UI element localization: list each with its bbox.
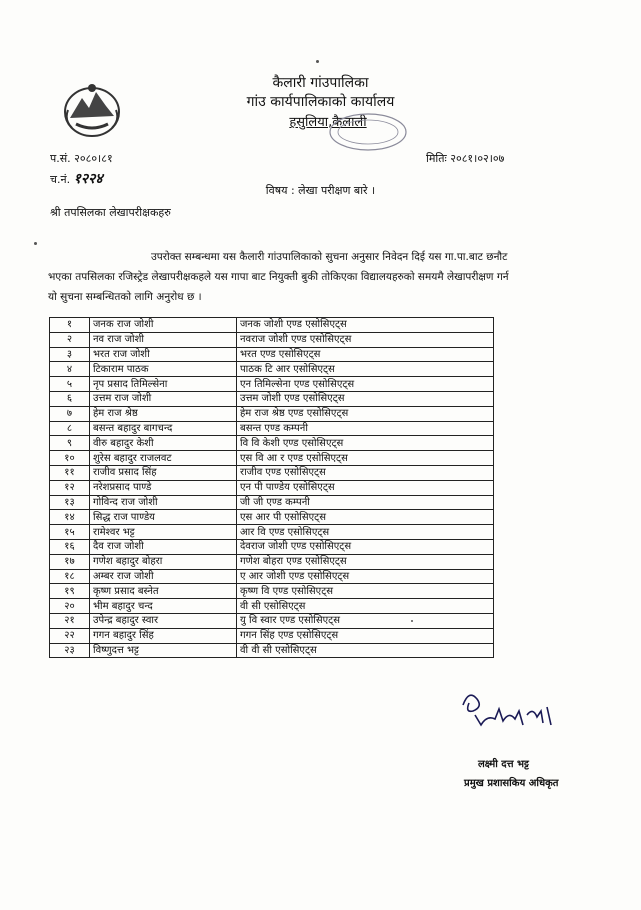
auditor-name-cell: हेम राज श्रेष्ठ: [90, 406, 237, 421]
scan-speck: [411, 620, 413, 622]
subject-line: विषय : लेखा परीक्षण बारे ।: [265, 184, 376, 197]
table-row: [50, 406, 494, 421]
firm-name-cell: एन पी पाण्डेय एसोसिएट्स: [237, 480, 494, 495]
auditor-name-cell: भीम बहादुर चन्द: [90, 599, 237, 614]
addressee: श्री तपसिलका लेखापरीक्षकहरु: [50, 206, 171, 219]
firm-name-cell: गणेश बोहरा एण्ड एसोसिएट्स: [237, 554, 494, 569]
reference-number: प.सं. २०८०।८१: [50, 152, 113, 165]
table-row: [50, 613, 494, 628]
serial-number-cell: १७: [50, 554, 90, 569]
auditor-name-cell: शुरेस बहादुर राजलवट: [90, 451, 237, 466]
firm-name-cell: कृष्ण वि एण्ड एसोसिएट्स: [237, 584, 494, 599]
table-row: [50, 510, 494, 525]
firm-name-cell: राजीव एण्ड एसोसिएट्स: [237, 465, 494, 480]
auditor-name-cell: नृप प्रसाद तिमिल्सेना: [90, 377, 237, 392]
auditor-name-cell: नव राज जोशी: [90, 332, 237, 347]
serial-number-cell: १४: [50, 510, 90, 525]
serial-number-cell: १३: [50, 495, 90, 510]
auditor-name-cell: उपेन्द्र बहादुर स्वार: [90, 613, 237, 628]
firm-name-cell: वि वि केशी एण्ड एसोसिएट्स: [237, 436, 494, 451]
handwritten-signature: [455, 685, 575, 745]
firm-name-cell: एस वि आ र एण्ड एसोसिएट्स: [237, 451, 494, 466]
firm-name-cell: जी जी एण्ड कम्पनी: [237, 495, 494, 510]
serial-number-cell: १०: [50, 451, 90, 466]
auditor-name-cell: टिकाराम पाठक: [90, 362, 237, 377]
table-row: [50, 628, 494, 643]
serial-number-cell: २३: [50, 643, 90, 658]
table-row: [50, 347, 494, 362]
auditor-name-cell: उत्तम राज जोशी: [90, 391, 237, 406]
scan-speck: [316, 60, 319, 63]
serial-number-cell: ७: [50, 406, 90, 421]
dispatch-label: च.नं.: [50, 173, 71, 186]
serial-number-cell: २०: [50, 599, 90, 614]
signer-name: लक्ष्मी दत्त भट्ट: [478, 759, 529, 770]
table-row: [50, 451, 494, 466]
signer-title: प्रमुख प्रशासकिय अधिकृत: [464, 778, 559, 789]
serial-number-cell: १: [50, 318, 90, 333]
body-paragraph: [48, 247, 514, 307]
serial-number-cell: १९: [50, 584, 90, 599]
office-stamp: [328, 112, 408, 152]
auditor-name-cell: भरत राज जोशी: [90, 347, 237, 362]
firm-name-cell: आर वि एण्ड एसोसिएट्स: [237, 525, 494, 540]
firm-name-cell: जनक जोशी एण्ड एसोसिएट्स: [237, 318, 494, 333]
table-row: [50, 377, 494, 392]
serial-number-cell: ६: [50, 391, 90, 406]
firm-name-cell: उत्तम जोशी एण्ड एसोसिएट्स: [237, 391, 494, 406]
office-name: गांउ कार्यपालिकाको कार्यालय: [246, 94, 395, 110]
firm-name-cell: यु वि स्वार एण्ड एसोसिएट्स: [237, 613, 494, 628]
firm-name-cell: देवराज जोशी एण्ड एसोसिएट्स: [237, 539, 494, 554]
serial-number-cell: ८: [50, 421, 90, 436]
auditor-name-cell: जनक राज जोशी: [90, 318, 237, 333]
auditor-name-cell: वीरु बहादुर केशी: [90, 436, 237, 451]
serial-number-cell: २: [50, 332, 90, 347]
auditor-name-cell: गगन बहादुर सिंह: [90, 628, 237, 643]
table-row: [50, 554, 494, 569]
auditor-table: [49, 317, 494, 658]
serial-number-cell: १८: [50, 569, 90, 584]
body-text: उपरोक्त सम्बन्धमा यस कैलारी गांउपालिकाको सुचना अनुसार निवेदन दिई यस गा.पा.बाट छनौट भएका तपसिलका रजिस्ट्रेड लेखापरीक्षकहले यस गापा बाट नियुक्ती बुकी तोकिएका विद्यालयहरुको समयमै लेखापरीक्षण गर्न यो सुचना सम्बन्धितको लागि अनुरोध छ ।: [48, 251, 509, 303]
auditor-name-cell: गणेश बहादुर बोहरा: [90, 554, 237, 569]
table-row: [50, 599, 494, 614]
table-row: [50, 643, 494, 658]
firm-name-cell: ए आर जोशी एण्ड एसोसिएट्स: [237, 569, 494, 584]
firm-name-cell: पाठक टि आर एसोसिएट्स: [237, 362, 494, 377]
table-row: [50, 569, 494, 584]
serial-number-cell: ३: [50, 347, 90, 362]
serial-number-cell: २१: [50, 613, 90, 628]
table-row: [50, 539, 494, 554]
auditor-name-cell: कृष्ण प्रसाद बस्नेत: [90, 584, 237, 599]
firm-name-cell: वी सी एसोसिएट्स: [237, 599, 494, 614]
auditor-name-cell: विष्णुदत्त भट्ट: [90, 643, 237, 658]
serial-number-cell: १६: [50, 539, 90, 554]
scan-speck: [34, 242, 37, 245]
firm-name-cell: वी वी सी एसोसिएट्स: [237, 643, 494, 658]
auditor-name-cell: सिद्ध राज पाण्डेय: [90, 510, 237, 525]
letter-date: मितिः २०८१।०२।०७: [426, 152, 505, 165]
dispatch-value: १२२४: [73, 171, 103, 187]
municipality-name: कैलारी गांउपालिका: [272, 75, 369, 91]
office-address: हसुलिया,कैलाली: [289, 115, 367, 130]
auditor-name-cell: बसन्त बहादुर बागचन्द: [90, 421, 237, 436]
firm-name-cell: भरत एण्ड एसोसिएट्स: [237, 347, 494, 362]
table-row: [50, 584, 494, 599]
auditor-name-cell: नरेशप्रसाद पाण्डे: [90, 480, 237, 495]
firm-name-cell: बसन्त एण्ड कम्पनी: [237, 421, 494, 436]
firm-name-cell: एस आर पी एसोसिएट्स: [237, 510, 494, 525]
table-row: [50, 436, 494, 451]
serial-number-cell: ४: [50, 362, 90, 377]
serial-number-cell: २२: [50, 628, 90, 643]
table-row: [50, 391, 494, 406]
firm-name-cell: नवराज जोशी एण्ड एसोसिएट्स: [237, 332, 494, 347]
serial-number-cell: ५: [50, 377, 90, 392]
auditor-name-cell: दैव राज जोशी: [90, 539, 237, 554]
serial-number-cell: ११: [50, 465, 90, 480]
table-row: [50, 318, 494, 333]
auditor-name-cell: राजीव प्रसाद सिंह: [90, 465, 237, 480]
serial-number-cell: १२: [50, 480, 90, 495]
table-row: [50, 421, 494, 436]
table-row: [50, 362, 494, 377]
table-row: [50, 332, 494, 347]
serial-number-cell: १५: [50, 525, 90, 540]
table-row: [50, 465, 494, 480]
auditor-name-cell: गोविन्द राज जोशी: [90, 495, 237, 510]
serial-number-cell: ९: [50, 436, 90, 451]
firm-name-cell: हेम राज श्रेष्ठ एण्ड एसोसिएट्स: [237, 406, 494, 421]
table-row: [50, 480, 494, 495]
auditor-name-cell: रामेश्वर भट्ट: [90, 525, 237, 540]
firm-name-cell: गगन सिंह एण्ड एसोसिएट्स: [237, 628, 494, 643]
table-row: [50, 495, 494, 510]
auditor-name-cell: अम्बर राज जोशी: [90, 569, 237, 584]
firm-name-cell: एन तिमिल्सेना एण्ड एसोसिएट्स: [237, 377, 494, 392]
table-row: [50, 525, 494, 540]
